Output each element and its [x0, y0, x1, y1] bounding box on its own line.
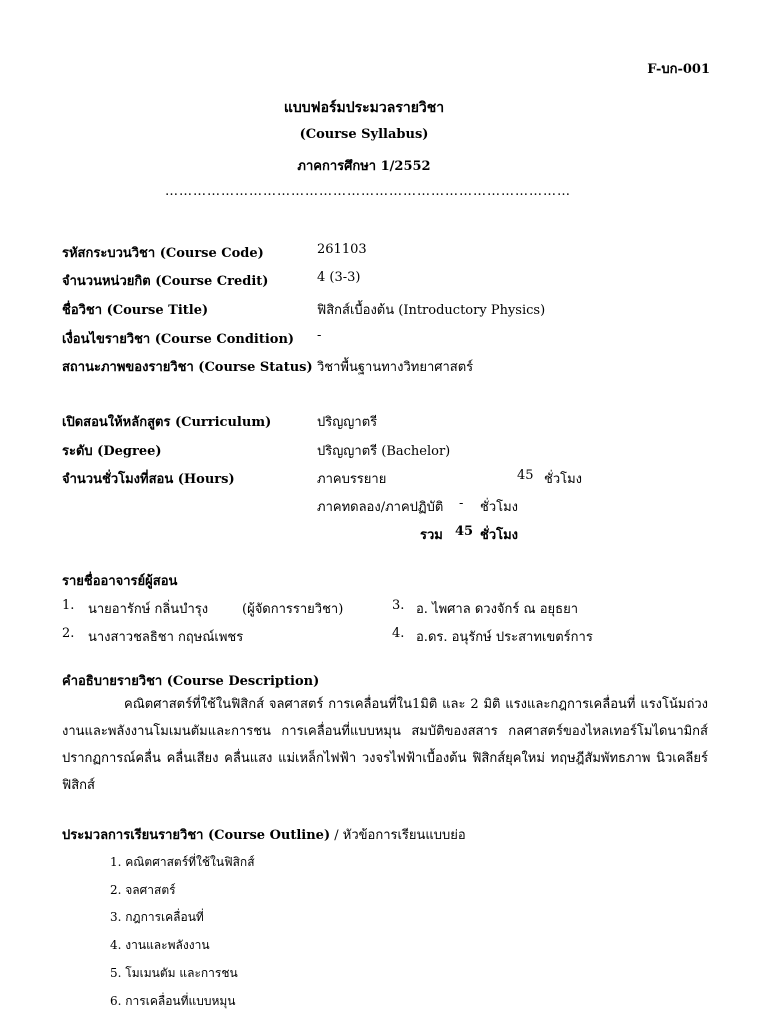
- course-status-row: [62, 356, 712, 376]
- outline-item: 5. โมเมนตัม และการชน: [110, 966, 238, 980]
- description-text: คณิตศาสตร์ที่ใช้ในฟิสิกส์ จลศาสตร์ การเคลื่อนที่ใน1มิติ และ 2 มิติ แรงและกฎการเคลื่อนที่ แรงโน้มถ่วง งานและพลังงานโมเมนตัมและการชน การเคลื่อนที่แบบหมุน สมบัติของสสาร กลศาสตร์ของไหลเทอร์โมไดนามิกส์ ปรากฏการณ์คลื่น คลื่นเสียง คลื่นแสง แม่เหล็กไฟฟ้า วงจรไฟฟ้าเบื้องต้น ฟิสิกส์ยุคใหม่ ทฤษฎีสัมพัทธภาพ นิวเคลียร์ฟิสิกส์: [62, 697, 708, 793]
- instructor-3-number: 3.: [392, 598, 405, 613]
- course-credit-row: [62, 270, 712, 290]
- instructor-2-name: นางสาวชลธิชา กฤษณ์เพชร: [88, 630, 244, 645]
- instructor-1-role: (ผู้จัดการรายวิชา): [242, 602, 344, 617]
- document-title: แบบฟอร์มประมวลรายวิชา: [283, 100, 445, 116]
- outline-heading-main: ประมวลการเรียนรายวิชา (Course Outline): [62, 828, 331, 843]
- outline-item: 1. คณิตศาสตร์ที่ใช้ในฟิสิกส์: [110, 855, 255, 869]
- outline-item: 6. การเคลื่อนที่แบบหมุน: [110, 994, 236, 1008]
- dotted-separator: ……………………………………………………………………………: [165, 184, 571, 199]
- total-label: รวม: [420, 528, 443, 543]
- instructor-1-name: นายอารักษ์ กลิ่นบำรุง: [88, 602, 209, 617]
- outline-heading-suffix: / หัวข้อการเรียนแบบย่อ: [330, 828, 466, 843]
- course-status-value: วิชาพื้นฐานทางวิทยาศาสตร์: [317, 360, 474, 375]
- lab-hours: -: [459, 496, 464, 511]
- lecture-hours: 45: [517, 468, 534, 483]
- course-code-row: [62, 242, 712, 262]
- lab-label: ภาคทดลอง/ภาคปฏิบัติ: [317, 500, 444, 515]
- course-code-label: รหัสกระบวนวิชา (Course Code): [62, 246, 264, 261]
- curriculum-value: ปริญญาตรี: [317, 415, 378, 430]
- form-code: F-บก-001: [647, 62, 710, 77]
- lecture-label: ภาคบรรยาย: [317, 472, 387, 487]
- course-title-label: ชื่อวิชา (Course Title): [62, 303, 209, 318]
- degree-row: [62, 440, 712, 460]
- instructor-3-name: อ. ไพศาล ดวงจักร์ ณ อยุธยา: [416, 602, 578, 617]
- course-title-value: ฟิสิกส์เบื้องต้น (Introductory Physics): [317, 303, 546, 318]
- course-status-label: สถานะภาพของรายวิชา (Course Status): [62, 360, 313, 375]
- degree-value: ปริญญาตรี (Bachelor): [317, 444, 451, 459]
- course-credit-value: 4 (3-3): [317, 270, 361, 285]
- course-condition-value: -: [317, 328, 322, 343]
- total-unit: ชั่วโมง: [480, 528, 519, 543]
- instructor-1-number: 1.: [62, 598, 75, 613]
- instructors-heading: รายชื่ออาจารย์ผู้สอน: [62, 574, 178, 589]
- document-subtitle: (Course Syllabus): [299, 127, 429, 142]
- lab-unit: ชั่วโมง: [480, 500, 519, 515]
- curriculum-label: เปิดสอนให้หลักสูตร (Curriculum): [62, 415, 272, 430]
- outline-item: 2. จลศาสตร์: [110, 883, 176, 897]
- total-hours: 45: [455, 524, 474, 539]
- course-code-value: 261103: [317, 242, 367, 257]
- degree-label: ระดับ (Degree): [62, 444, 162, 459]
- curriculum-row: [62, 411, 712, 431]
- outline-heading: [62, 824, 466, 845]
- description-heading: คำอธิบายรายวิชา (Course Description): [62, 674, 320, 689]
- description-body: [62, 691, 708, 799]
- course-condition-label: เงื่อนไขรายวิชา (Course Condition): [62, 332, 295, 347]
- lecture-unit: ชั่วโมง: [544, 472, 583, 487]
- instructor-4-number: 4.: [392, 626, 405, 641]
- hours-label: จำนวนชั่วโมงที่สอน (Hours): [62, 472, 235, 487]
- outline-item: 3. กฎการเคลื่อนที่: [110, 910, 204, 924]
- semester: ภาคการศึกษา 1/2552: [297, 159, 431, 174]
- instructor-2-number: 2.: [62, 626, 75, 641]
- course-credit-label: จำนวนหน่วยกิต (Course Credit): [62, 274, 269, 289]
- course-title-row: [62, 299, 712, 319]
- instructor-4-name: อ.ดร. อนุรักษ์ ประสาทเขตร์การ: [416, 630, 593, 645]
- course-condition-row: [62, 328, 712, 348]
- hours-table: [62, 468, 712, 548]
- outline-item: 4. งานและพลังงาน: [110, 938, 210, 952]
